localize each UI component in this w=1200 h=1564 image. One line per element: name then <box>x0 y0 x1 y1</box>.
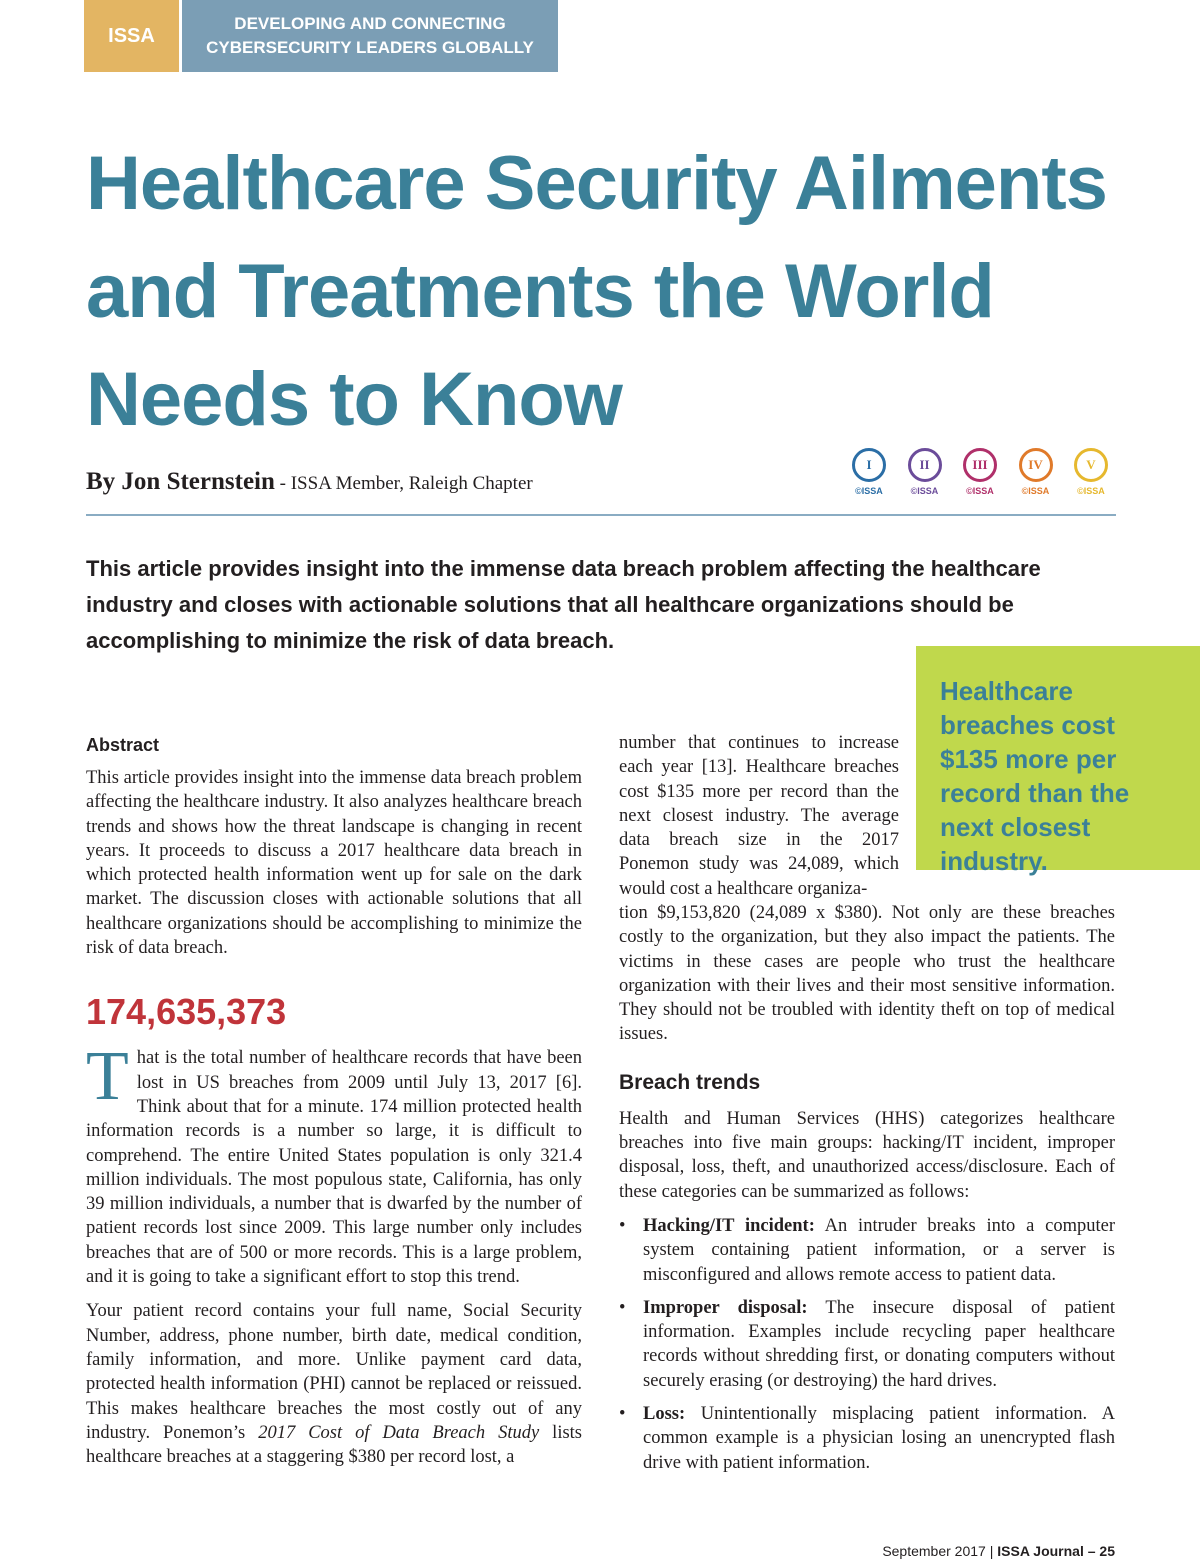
right-column-top <box>619 731 899 901</box>
badge-label: ©ISSA <box>855 486 883 496</box>
left-column <box>86 735 582 1469</box>
bullet-icon: • <box>619 1215 626 1236</box>
paragraph-1-text: hat is the total number of healthcare records that have been lost in US breaches from 2009 until July 13, 2017 [6]. Think about that for a minute. 174 million protected health information records is a number so large, it is difficult to comprehend. The entire United States population is only 321.4 million individuals. The most populous state, California, has only 39 million individuals, a number that is dwarfed by the number of patient records lost since 2009. This large number only includes breaches that are of 500 or more records. This is a large problem, and it is going to take a significant effort to stop this trend. <box>86 1048 582 1288</box>
badge-label: ©ISSA <box>966 486 994 496</box>
bullet-icon: • <box>619 1404 626 1425</box>
paragraph-2-text-b: lists healthcare breaches at a staggering $380 per record lost, a <box>86 1422 583 1468</box>
breach-trends-intro: Health and Human Services (HHS) categorizes healthcare breaches into five main groups: hacking/IT incident, improper disposal, loss, theft, and unauthorized access/disclosure. Each of these categories can be summarized as follows: <box>619 1108 1115 1202</box>
issue-date: September 2017 | <box>882 1543 998 1559</box>
paragraph-2-continued-bottom: tion $9,153,820 (24,089 x $380). Not only are these breaches costly to the organization, but they also impact the patients. The victims in these cases are people who trust the healthcare organization with their lives and their most sensitive information. They should not be troubled with identity theft on top of medical issues. <box>619 903 1115 1045</box>
badge-level-2 <box>900 442 950 502</box>
paragraph-2-text-a: Your patient record contains your full name, Social Security Number, address, phone number, birth date, medical condition, family information, and more. Unlike payment card data, protected health information (PHI) cannot be replaced or reissued. This makes healthcare breaches the most costly out of any industry. Ponemon’s <box>86 1301 582 1443</box>
badge-level-4 <box>1011 442 1061 502</box>
author-name: By Jon Sternstein <box>86 468 275 495</box>
byline-divider <box>86 514 1116 516</box>
page-footer <box>882 1543 1115 1559</box>
badge-label: ©ISSA <box>1021 486 1050 496</box>
list-item <box>619 1214 1115 1287</box>
badge-label: ©ISSA <box>910 486 939 496</box>
badge-level-1 <box>844 442 894 502</box>
abstract-text: This article provides insight into the immense data breach problem affecting the healthcare industry. It also analyzes healthcare breach trends and shows how the threat landscape is changing in recent years. It proceeds to discuss a 2017 healthcare data breach in which protected health information went up for sale on the dark market. The discussion closes with actionable solutions that all healthcare organizations should be accomplishing to minimize the risk of data breach. <box>86 768 582 959</box>
bullet-text: Unintentionally misplacing patient information. A common example is a physician losing an unencrypted flash drive with patient information. <box>643 1404 1115 1473</box>
breach-trends-heading: Breach trends <box>619 1070 761 1094</box>
bullet-icon: • <box>619 1297 626 1318</box>
article-intro: This article provides insight into the immense data breach problem affecting the healthcare industry and closes with actionable solutions that all healthcare organizations should be accomplishing to minimize the risk of data breach. <box>86 556 1041 653</box>
records-lost-stat: 174,635,373 <box>86 991 287 1033</box>
motto-line-2: CYBERSECURITY LEADERS GLOBALLY <box>206 38 534 57</box>
byline <box>86 468 533 496</box>
lock-icon: V <box>1074 448 1108 482</box>
lock-icon: I <box>852 448 886 482</box>
bullet-text: The insecure disposal of patient information. Examples include recycling paper healthcare records without shredding first, or donating computers without securely erasing (or destroying) the hard drives. <box>643 1297 1115 1391</box>
list-item <box>619 1296 1115 1393</box>
motto-banner <box>182 0 558 72</box>
bullet-lead: Loss: <box>643 1404 686 1425</box>
badge-level-5 <box>1066 442 1116 502</box>
lock-icon: II <box>908 448 942 482</box>
motto-line-1: DEVELOPING AND CONNECTING <box>234 14 506 33</box>
bullet-text: An intruder breaks into a computer system containing patient information, or a server is misconfigured and allows remote access to patient data. <box>643 1215 1115 1285</box>
lock-icon: III <box>963 448 997 482</box>
badge-label: ©ISSA <box>1077 486 1105 496</box>
badge-level-3 <box>955 442 1005 502</box>
paragraph-2-continued: number that continues to increase each year [13]. Healthcare breaches cost $135 more per record than the next closest industry. The average data breach size in the 2017 Ponemon study was 24,089, which would cost a healthcare organiza- <box>619 733 899 899</box>
study-title: 2017 Cost of Data Breach Study <box>258 1422 540 1443</box>
pull-quote: Healthcare breaches cost $135 more per record than the next closest industry. <box>916 646 1200 870</box>
paragraph-1 <box>86 1038 582 1289</box>
drop-cap: T <box>86 1038 129 1116</box>
right-column <box>619 901 1115 1484</box>
issa-tag: ISSA <box>84 0 179 72</box>
author-affiliation: - ISSA Member, Raleigh Chapter <box>274 473 533 494</box>
journal-page: ISSA Journal – 25 <box>997 1543 1115 1559</box>
abstract-heading: Abstract <box>86 735 160 755</box>
article-title: Healthcare Security Ailments and Treatments the World Needs to Know <box>86 141 1107 442</box>
lock-icon: IV <box>1019 448 1053 482</box>
paragraph-2 <box>86 1299 582 1469</box>
breach-category-list <box>619 1214 1115 1475</box>
bullet-lead: Hacking/IT incident: <box>643 1215 815 1236</box>
bullet-lead: Improper disposal: <box>643 1297 808 1318</box>
list-item <box>619 1402 1115 1475</box>
career-level-badges <box>844 442 1116 502</box>
